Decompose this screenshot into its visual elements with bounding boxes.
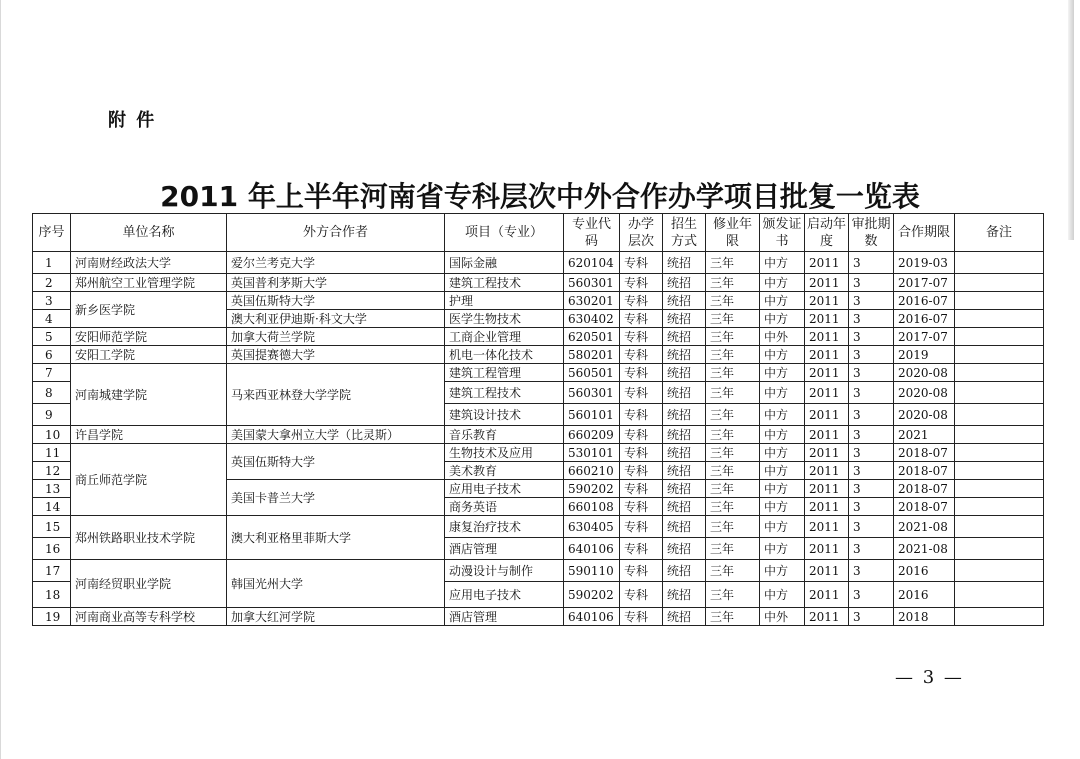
cell-start: 2011	[805, 310, 849, 328]
cell-program: 建筑工程技术	[445, 274, 564, 292]
cell-years: 三年	[706, 538, 760, 560]
cell-periods: 3	[849, 498, 894, 516]
cell-periods: 3	[849, 608, 894, 626]
header-level: 办学层次	[620, 214, 663, 252]
cell-periods: 3	[849, 274, 894, 292]
cell-no: 1	[33, 252, 71, 274]
cell-unit: 新乡医学院	[71, 292, 227, 328]
cell-partner: 爱尔兰考克大学	[227, 252, 445, 274]
cell-partner: 澳大利亚伊迪斯·科文大学	[227, 310, 445, 328]
cell-cert: 中方	[760, 444, 805, 462]
cell-enroll: 统招	[663, 608, 706, 626]
cell-no: 3	[33, 292, 71, 310]
cell-start: 2011	[805, 404, 849, 426]
cell-cert: 中方	[760, 516, 805, 538]
cell-cert: 中方	[760, 582, 805, 608]
cell-years: 三年	[706, 426, 760, 444]
cell-no: 19	[33, 608, 71, 626]
cell-partner: 韩国光州大学	[227, 560, 445, 608]
cell-start: 2011	[805, 462, 849, 480]
cell-periods: 3	[849, 292, 894, 310]
cell-enroll: 统招	[663, 364, 706, 382]
cell-program: 建筑设计技术	[445, 404, 564, 426]
cell-no: 5	[33, 328, 71, 346]
cell-level: 专科	[620, 310, 663, 328]
cell-level: 专科	[620, 364, 663, 382]
cell-level: 专科	[620, 582, 663, 608]
cell-periods: 3	[849, 560, 894, 582]
cell-term: 2018-07	[894, 480, 955, 498]
cell-start: 2011	[805, 328, 849, 346]
cell-cert: 中方	[760, 274, 805, 292]
cell-no: 6	[33, 346, 71, 364]
cell-code: 530101	[564, 444, 620, 462]
cell-no: 7	[33, 364, 71, 382]
cell-years: 三年	[706, 404, 760, 426]
cell-notes	[955, 292, 1044, 310]
cell-no: 17	[33, 560, 71, 582]
cell-notes	[955, 346, 1044, 364]
cell-enroll: 统招	[663, 444, 706, 462]
cell-start: 2011	[805, 252, 849, 274]
cell-start: 2011	[805, 426, 849, 444]
cell-enroll: 统招	[663, 274, 706, 292]
cell-term: 2016-07	[894, 292, 955, 310]
cell-unit: 商丘师范学院	[71, 444, 227, 516]
cell-enroll: 统招	[663, 480, 706, 498]
cell-no: 14	[33, 498, 71, 516]
cell-notes	[955, 274, 1044, 292]
cell-start: 2011	[805, 516, 849, 538]
cell-years: 三年	[706, 274, 760, 292]
header-code: 专业代码	[564, 214, 620, 252]
cell-enroll: 统招	[663, 560, 706, 582]
cell-partner: 美国蒙大拿州立大学（比灵斯）	[227, 426, 445, 444]
cell-program: 应用电子技术	[445, 480, 564, 498]
cell-notes	[955, 328, 1044, 346]
cell-notes	[955, 426, 1044, 444]
header-notes: 备注	[955, 214, 1044, 252]
table-row	[33, 346, 1044, 364]
cell-periods: 3	[849, 462, 894, 480]
cell-code: 620104	[564, 252, 620, 274]
cell-no: 2	[33, 274, 71, 292]
cell-term: 2016	[894, 582, 955, 608]
cell-term: 2018-07	[894, 444, 955, 462]
cell-term: 2016-07	[894, 310, 955, 328]
cell-notes	[955, 480, 1044, 498]
document-title: 2011 年上半年河南省专科层次中外合作办学项目批复一览表	[160, 180, 920, 213]
cell-term: 2018	[894, 608, 955, 626]
cell-program: 医学生物技术	[445, 310, 564, 328]
page-number: — 3 —	[895, 667, 964, 688]
cell-cert: 中方	[760, 382, 805, 404]
cell-code: 630402	[564, 310, 620, 328]
cell-notes	[955, 310, 1044, 328]
cell-start: 2011	[805, 538, 849, 560]
header-cert: 颁发证书	[760, 214, 805, 252]
cell-start: 2011	[805, 480, 849, 498]
cell-partner: 英国伍斯特大学	[227, 444, 445, 480]
cell-start: 2011	[805, 364, 849, 382]
cell-no: 9	[33, 404, 71, 426]
cell-cert: 中方	[760, 364, 805, 382]
cell-enroll: 统招	[663, 582, 706, 608]
cell-program: 康复治疗技术	[445, 516, 564, 538]
cell-term: 2019-03	[894, 252, 955, 274]
cell-term: 2021-08	[894, 538, 955, 560]
cell-cert: 中方	[760, 404, 805, 426]
cell-years: 三年	[706, 462, 760, 480]
cell-unit: 郑州航空工业管理学院	[71, 274, 227, 292]
cell-start: 2011	[805, 346, 849, 364]
cell-code: 660108	[564, 498, 620, 516]
cell-unit: 河南财经政法大学	[71, 252, 227, 274]
cell-cert: 中方	[760, 310, 805, 328]
cell-level: 专科	[620, 462, 663, 480]
cell-level: 专科	[620, 444, 663, 462]
cell-unit: 河南商业高等专科学校	[71, 608, 227, 626]
cell-term: 2021	[894, 426, 955, 444]
cell-code: 640106	[564, 538, 620, 560]
cell-program: 应用电子技术	[445, 582, 564, 608]
table-row	[33, 252, 1044, 274]
cell-enroll: 统招	[663, 310, 706, 328]
cell-start: 2011	[805, 292, 849, 310]
cell-cert: 中方	[760, 346, 805, 364]
cell-unit: 河南经贸职业学院	[71, 560, 227, 608]
cell-program: 生物技术及应用	[445, 444, 564, 462]
cell-cert: 中方	[760, 498, 805, 516]
cell-cert: 中外	[760, 608, 805, 626]
cell-partner: 加拿大红河学院	[227, 608, 445, 626]
table-row	[33, 560, 1044, 582]
cell-enroll: 统招	[663, 426, 706, 444]
cell-term: 2016	[894, 560, 955, 582]
approval-table	[32, 213, 1044, 626]
cell-periods: 3	[849, 426, 894, 444]
header-years: 修业年限	[706, 214, 760, 252]
cell-cert: 中方	[760, 252, 805, 274]
cell-periods: 3	[849, 444, 894, 462]
cell-enroll: 统招	[663, 292, 706, 310]
cell-level: 专科	[620, 404, 663, 426]
cell-partner: 英国普利茅斯大学	[227, 274, 445, 292]
header-no: 序号	[33, 214, 71, 252]
cell-years: 三年	[706, 292, 760, 310]
cell-notes	[955, 462, 1044, 480]
cell-program: 美术教育	[445, 462, 564, 480]
cell-notes	[955, 498, 1044, 516]
cell-term: 2017-07	[894, 328, 955, 346]
cell-cert: 中方	[760, 560, 805, 582]
cell-level: 专科	[620, 252, 663, 274]
header-unit: 单位名称	[71, 214, 227, 252]
table-row	[33, 444, 1044, 462]
cell-term: 2018-07	[894, 498, 955, 516]
cell-periods: 3	[849, 404, 894, 426]
cell-unit: 许昌学院	[71, 426, 227, 444]
cell-no: 8	[33, 382, 71, 404]
cell-level: 专科	[620, 538, 663, 560]
cell-no: 16	[33, 538, 71, 560]
header-partner: 外方合作者	[227, 214, 445, 252]
cell-years: 三年	[706, 444, 760, 462]
table-row	[33, 274, 1044, 292]
cell-program: 建筑工程技术	[445, 382, 564, 404]
cell-start: 2011	[805, 382, 849, 404]
cell-code: 630201	[564, 292, 620, 310]
cell-periods: 3	[849, 582, 894, 608]
cell-notes	[955, 608, 1044, 626]
cell-notes	[955, 560, 1044, 582]
cell-periods: 3	[849, 346, 894, 364]
cell-unit: 安阳师范学院	[71, 328, 227, 346]
cell-level: 专科	[620, 560, 663, 582]
cell-cert: 中方	[760, 426, 805, 444]
cell-code: 630405	[564, 516, 620, 538]
cell-partner: 英国提赛德大学	[227, 346, 445, 364]
cell-code: 660209	[564, 426, 620, 444]
cell-enroll: 统招	[663, 346, 706, 364]
cell-periods: 3	[849, 328, 894, 346]
cell-years: 三年	[706, 382, 760, 404]
cell-cert: 中方	[760, 538, 805, 560]
cell-level: 专科	[620, 382, 663, 404]
cell-start: 2011	[805, 608, 849, 626]
cell-periods: 3	[849, 364, 894, 382]
cell-no: 11	[33, 444, 71, 462]
cell-program: 机电一体化技术	[445, 346, 564, 364]
cell-years: 三年	[706, 252, 760, 274]
table-row	[33, 292, 1044, 310]
header-term: 合作期限	[894, 214, 955, 252]
cell-code: 590110	[564, 560, 620, 582]
cell-no: 10	[33, 426, 71, 444]
table-row	[33, 328, 1044, 346]
cell-no: 15	[33, 516, 71, 538]
cell-notes	[955, 444, 1044, 462]
cell-years: 三年	[706, 328, 760, 346]
cell-term: 2018-07	[894, 462, 955, 480]
cell-level: 专科	[620, 426, 663, 444]
cell-years: 三年	[706, 516, 760, 538]
cell-no: 4	[33, 310, 71, 328]
cell-program: 护理	[445, 292, 564, 310]
cell-code: 640106	[564, 608, 620, 626]
cell-cert: 中外	[760, 328, 805, 346]
cell-program: 音乐教育	[445, 426, 564, 444]
cell-term: 2020-08	[894, 382, 955, 404]
cell-code: 590202	[564, 582, 620, 608]
cell-term: 2020-08	[894, 364, 955, 382]
cell-partner: 加拿大荷兰学院	[227, 328, 445, 346]
cell-partner: 英国伍斯特大学	[227, 292, 445, 310]
cell-partner: 澳大利亚格里菲斯大学	[227, 516, 445, 560]
cell-start: 2011	[805, 498, 849, 516]
cell-periods: 3	[849, 480, 894, 498]
cell-notes	[955, 252, 1044, 274]
cell-start: 2011	[805, 274, 849, 292]
cell-program: 酒店管理	[445, 538, 564, 560]
cell-periods: 3	[849, 382, 894, 404]
cell-code: 560301	[564, 382, 620, 404]
cell-years: 三年	[706, 310, 760, 328]
cell-term: 2021-08	[894, 516, 955, 538]
cell-unit: 河南城建学院	[71, 364, 227, 426]
cell-enroll: 统招	[663, 538, 706, 560]
cell-years: 三年	[706, 560, 760, 582]
cell-enroll: 统招	[663, 252, 706, 274]
cell-term: 2020-08	[894, 404, 955, 426]
cell-no: 18	[33, 582, 71, 608]
cell-level: 专科	[620, 498, 663, 516]
cell-code: 560301	[564, 274, 620, 292]
cell-level: 专科	[620, 292, 663, 310]
cell-code: 560101	[564, 404, 620, 426]
cell-no: 12	[33, 462, 71, 480]
cell-notes	[955, 404, 1044, 426]
page-edge	[0, 0, 1, 759]
cell-term: 2019	[894, 346, 955, 364]
cell-periods: 3	[849, 310, 894, 328]
cell-cert: 中方	[760, 462, 805, 480]
cell-years: 三年	[706, 608, 760, 626]
table-row	[33, 516, 1044, 538]
cell-level: 专科	[620, 608, 663, 626]
cell-periods: 3	[849, 252, 894, 274]
cell-cert: 中方	[760, 292, 805, 310]
header-start: 启动年度	[805, 214, 849, 252]
cell-start: 2011	[805, 560, 849, 582]
cell-enroll: 统招	[663, 498, 706, 516]
cell-code: 660210	[564, 462, 620, 480]
cell-level: 专科	[620, 480, 663, 498]
cell-notes	[955, 582, 1044, 608]
cell-program: 酒店管理	[445, 608, 564, 626]
cell-partner: 马来西亚林登大学学院	[227, 364, 445, 426]
cell-code: 620501	[564, 328, 620, 346]
cell-partner: 美国卡普兰大学	[227, 480, 445, 516]
cell-program: 工商企业管理	[445, 328, 564, 346]
cell-code: 560501	[564, 364, 620, 382]
cell-cert: 中方	[760, 480, 805, 498]
cell-program: 商务英语	[445, 498, 564, 516]
cell-enroll: 统招	[663, 328, 706, 346]
table-row	[33, 426, 1044, 444]
cell-enroll: 统招	[663, 404, 706, 426]
header-enroll: 招生方式	[663, 214, 706, 252]
cell-code: 590202	[564, 480, 620, 498]
cell-term: 2017-07	[894, 274, 955, 292]
cell-notes	[955, 382, 1044, 404]
cell-level: 专科	[620, 274, 663, 292]
cell-program: 动漫设计与制作	[445, 560, 564, 582]
cell-notes	[955, 364, 1044, 382]
cell-unit: 安阳工学院	[71, 346, 227, 364]
table-row	[33, 364, 1044, 382]
cell-years: 三年	[706, 498, 760, 516]
cell-code: 580201	[564, 346, 620, 364]
cell-level: 专科	[620, 516, 663, 538]
table-row	[33, 608, 1044, 626]
cell-years: 三年	[706, 364, 760, 382]
attachment-label: 附 件	[108, 110, 157, 131]
cell-start: 2011	[805, 582, 849, 608]
cell-years: 三年	[706, 480, 760, 498]
cell-periods: 3	[849, 538, 894, 560]
table-header-row	[33, 214, 1044, 252]
header-program: 项目（专业）	[445, 214, 564, 252]
cell-enroll: 统招	[663, 382, 706, 404]
cell-enroll: 统招	[663, 516, 706, 538]
cell-notes	[955, 538, 1044, 560]
cell-notes	[955, 516, 1044, 538]
cell-level: 专科	[620, 346, 663, 364]
cell-start: 2011	[805, 444, 849, 462]
cell-no: 13	[33, 480, 71, 498]
cell-enroll: 统招	[663, 462, 706, 480]
cell-program: 国际金融	[445, 252, 564, 274]
cell-level: 专科	[620, 328, 663, 346]
cell-years: 三年	[706, 582, 760, 608]
cell-periods: 3	[849, 516, 894, 538]
cell-program: 建筑工程管理	[445, 364, 564, 382]
cell-unit: 郑州铁路职业技术学院	[71, 516, 227, 560]
cell-years: 三年	[706, 346, 760, 364]
header-periods: 审批期数	[849, 214, 894, 252]
